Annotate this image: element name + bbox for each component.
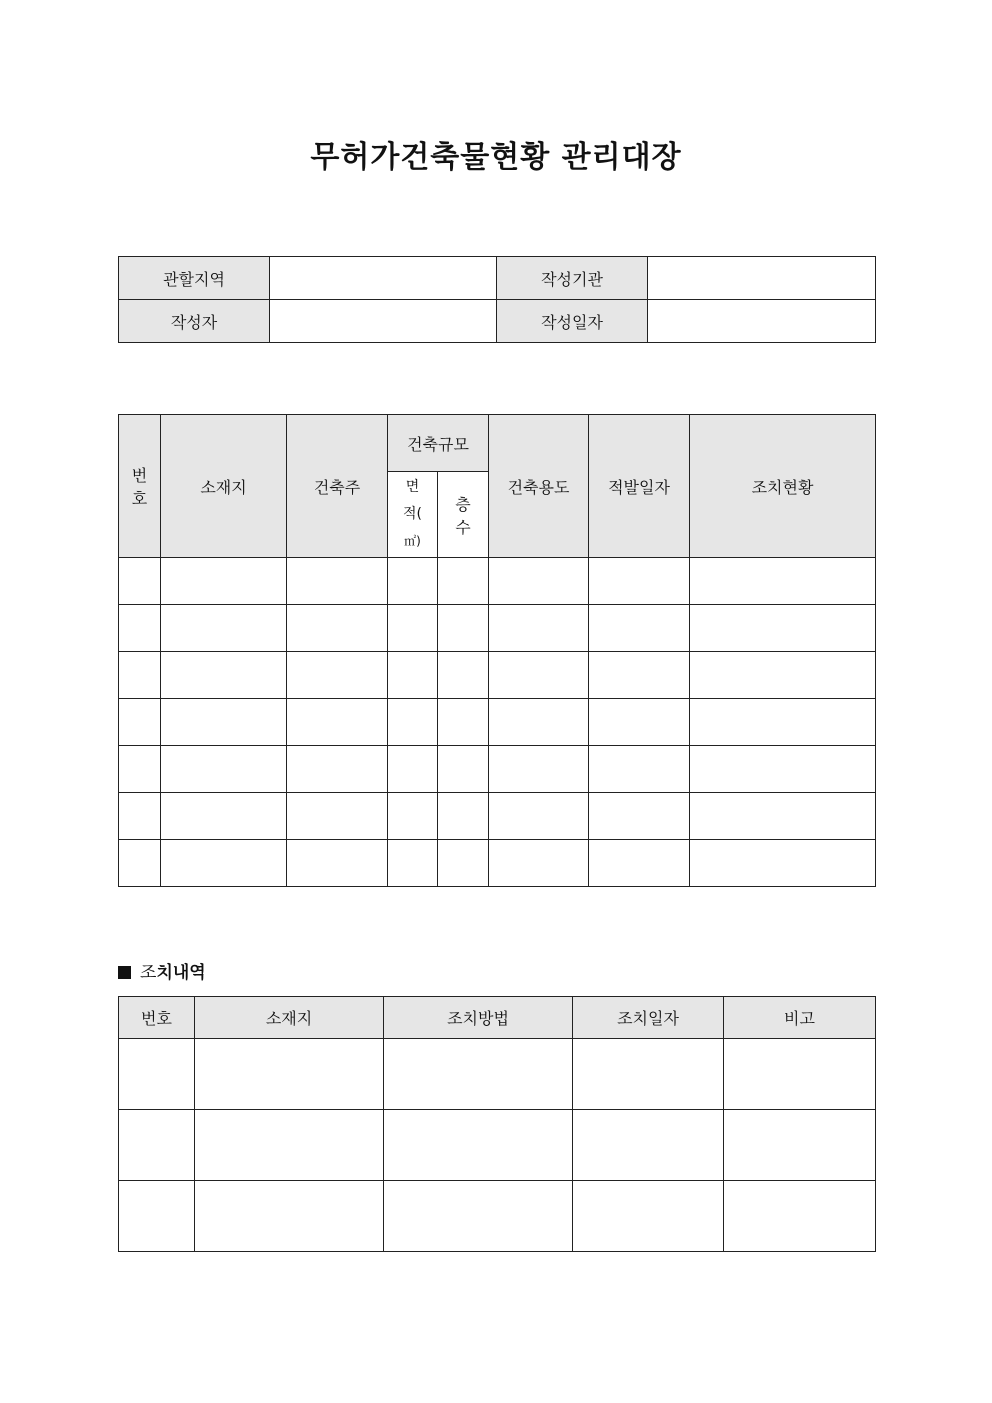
header-floors xyxy=(438,472,489,558)
header-area-line3: ㎡) xyxy=(404,534,421,548)
main-cell[interactable] xyxy=(438,605,489,652)
main-cell[interactable] xyxy=(388,746,438,793)
main-cell[interactable] xyxy=(690,558,876,605)
date-field[interactable] xyxy=(648,300,876,343)
main-cell[interactable] xyxy=(438,746,489,793)
header-area xyxy=(388,472,438,558)
main-cell[interactable] xyxy=(161,746,287,793)
header-floors-line2: 수 xyxy=(455,517,471,537)
main-row xyxy=(119,605,876,652)
main-cell[interactable] xyxy=(161,699,287,746)
main-row xyxy=(119,652,876,699)
action-cell[interactable] xyxy=(384,1110,573,1181)
building-status-table xyxy=(118,414,876,887)
action-cell[interactable] xyxy=(119,1110,195,1181)
main-cell[interactable] xyxy=(690,605,876,652)
action-cell[interactable] xyxy=(724,1110,876,1181)
main-cell[interactable] xyxy=(489,605,589,652)
main-cell[interactable] xyxy=(589,746,690,793)
main-cell[interactable] xyxy=(388,840,438,887)
main-cell[interactable] xyxy=(489,746,589,793)
main-cell[interactable] xyxy=(690,652,876,699)
main-cell[interactable] xyxy=(161,793,287,840)
header-number-line2: 호 xyxy=(131,489,148,508)
action-header-remarks: 비고 xyxy=(724,997,876,1039)
agency-label: 작성기관 xyxy=(497,257,648,300)
action-table xyxy=(118,996,876,1252)
author-field[interactable] xyxy=(270,300,497,343)
header-floors-line1: 층 xyxy=(455,494,471,514)
action-cell[interactable] xyxy=(573,1110,724,1181)
action-cell[interactable] xyxy=(195,1110,384,1181)
header-action-status: 조치현황 xyxy=(690,415,876,558)
square-bullet-icon xyxy=(118,966,131,979)
main-cell[interactable] xyxy=(119,746,161,793)
main-cell[interactable] xyxy=(589,652,690,699)
action-cell[interactable] xyxy=(573,1039,724,1110)
main-row xyxy=(119,840,876,887)
section-title-part1: 조 xyxy=(140,963,157,983)
main-cell[interactable] xyxy=(161,840,287,887)
action-cell[interactable] xyxy=(384,1039,573,1110)
main-cell[interactable] xyxy=(589,793,690,840)
main-cell[interactable] xyxy=(161,605,287,652)
main-cell[interactable] xyxy=(388,652,438,699)
main-cell[interactable] xyxy=(287,558,388,605)
main-cell[interactable] xyxy=(589,558,690,605)
region-field[interactable] xyxy=(270,257,497,300)
action-cell[interactable] xyxy=(119,1181,195,1252)
header-owner: 건축주 xyxy=(287,415,388,558)
action-header-date: 조치일자 xyxy=(573,997,724,1039)
main-cell[interactable] xyxy=(287,699,388,746)
section-heading xyxy=(118,958,206,983)
action-cell[interactable] xyxy=(195,1181,384,1252)
header-number-line1: 번 xyxy=(131,466,148,485)
header-usage: 건축용도 xyxy=(489,415,589,558)
action-cell[interactable] xyxy=(724,1181,876,1252)
main-cell[interactable] xyxy=(388,793,438,840)
main-cell[interactable] xyxy=(119,793,161,840)
main-cell[interactable] xyxy=(388,699,438,746)
main-cell[interactable] xyxy=(690,746,876,793)
main-cell[interactable] xyxy=(161,652,287,699)
main-row xyxy=(119,793,876,840)
header-scale: 건축규모 xyxy=(388,415,489,472)
action-header-number: 번호 xyxy=(119,997,195,1039)
main-cell[interactable] xyxy=(489,558,589,605)
main-cell[interactable] xyxy=(119,699,161,746)
main-cell[interactable] xyxy=(489,793,589,840)
main-cell[interactable] xyxy=(438,558,489,605)
header-number xyxy=(119,415,161,558)
main-cell[interactable] xyxy=(438,793,489,840)
main-row xyxy=(119,558,876,605)
main-cell[interactable] xyxy=(589,840,690,887)
action-row xyxy=(119,1039,876,1110)
main-cell[interactable] xyxy=(690,840,876,887)
action-cell[interactable] xyxy=(573,1181,724,1252)
header-location: 소재지 xyxy=(161,415,287,558)
main-cell[interactable] xyxy=(589,699,690,746)
action-row xyxy=(119,1181,876,1252)
header-area-line1: 면 xyxy=(405,479,420,495)
action-header-method: 조치방법 xyxy=(384,997,573,1039)
main-cell[interactable] xyxy=(119,605,161,652)
main-row xyxy=(119,699,876,746)
main-cell[interactable] xyxy=(287,840,388,887)
author-label: 작성자 xyxy=(119,300,270,343)
main-cell[interactable] xyxy=(489,840,589,887)
main-cell[interactable] xyxy=(287,652,388,699)
main-cell[interactable] xyxy=(690,793,876,840)
main-cell[interactable] xyxy=(438,699,489,746)
page-title: 무허가건축물현황 관리대장 xyxy=(310,140,682,175)
region-label: 관할지역 xyxy=(119,257,270,300)
main-cell[interactable] xyxy=(489,699,589,746)
main-cell[interactable] xyxy=(489,652,589,699)
main-cell[interactable] xyxy=(589,605,690,652)
main-cell[interactable] xyxy=(287,793,388,840)
header-area-line2: 적( xyxy=(403,506,422,522)
main-cell[interactable] xyxy=(119,840,161,887)
agency-field[interactable] xyxy=(648,257,876,300)
action-cell[interactable] xyxy=(195,1039,384,1110)
info-table xyxy=(118,256,876,343)
action-cell[interactable] xyxy=(119,1039,195,1110)
main-cell[interactable] xyxy=(690,699,876,746)
main-cell[interactable] xyxy=(438,840,489,887)
main-cell[interactable] xyxy=(161,558,287,605)
main-cell[interactable] xyxy=(287,605,388,652)
action-cell[interactable] xyxy=(384,1181,573,1252)
main-cell[interactable] xyxy=(119,652,161,699)
section-title-part2: 치내역 xyxy=(156,963,206,983)
main-cell[interactable] xyxy=(438,652,489,699)
main-cell[interactable] xyxy=(388,558,438,605)
action-header-location: 소재지 xyxy=(195,997,384,1039)
main-cell[interactable] xyxy=(388,605,438,652)
action-row xyxy=(119,1110,876,1181)
main-cell[interactable] xyxy=(119,558,161,605)
header-detected-date: 적발일자 xyxy=(589,415,690,558)
date-label: 작성일자 xyxy=(497,300,648,343)
main-cell[interactable] xyxy=(287,746,388,793)
action-cell[interactable] xyxy=(724,1039,876,1110)
main-row xyxy=(119,746,876,793)
